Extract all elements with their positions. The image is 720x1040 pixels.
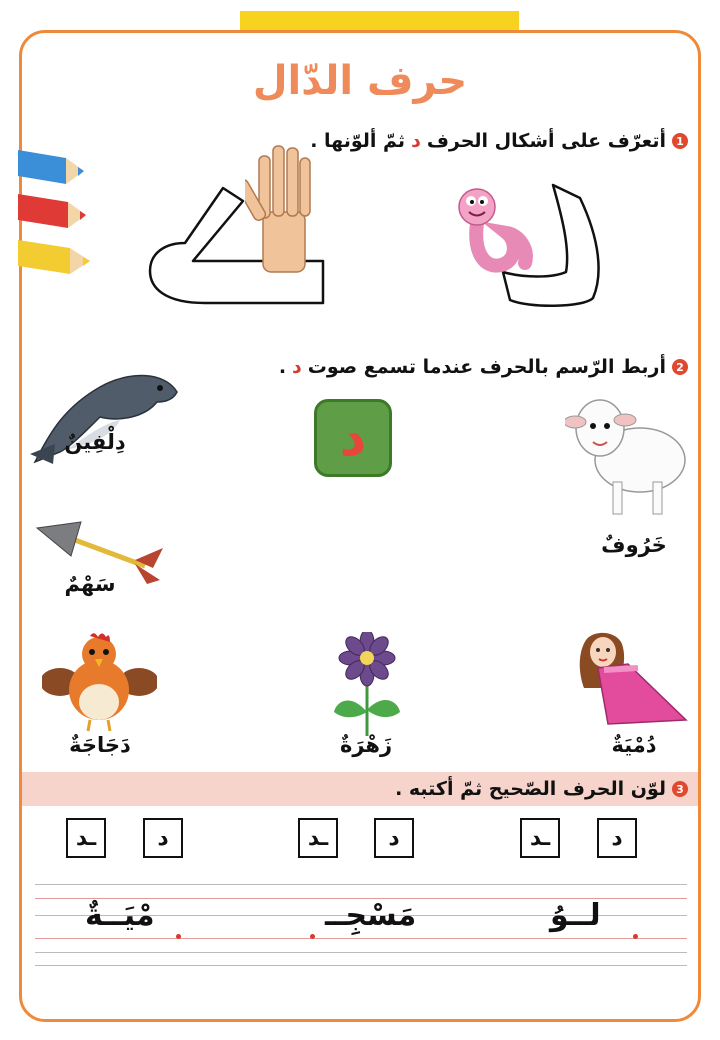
writing-line bbox=[35, 965, 687, 966]
label-dolphin: دِلْفِينٌ bbox=[64, 430, 126, 454]
page-title: حرف الدّال bbox=[252, 58, 468, 104]
hen-icon bbox=[42, 632, 157, 732]
label-sheep: خَرُوفٌ bbox=[601, 533, 667, 557]
sheep-icon bbox=[565, 390, 690, 520]
section2-letter: د bbox=[292, 356, 302, 378]
doll-icon bbox=[568, 628, 690, 726]
word-blank: مَسْجِــ bbox=[325, 898, 417, 933]
writing-line bbox=[35, 952, 687, 953]
label-hen: دَجَاجَةٌ bbox=[69, 733, 131, 757]
letter-choice-connected[interactable]: ـد bbox=[298, 818, 338, 858]
blank-dot bbox=[176, 934, 181, 939]
section1-number: 1 bbox=[672, 133, 688, 149]
letter-choice-connected[interactable]: ـد bbox=[66, 818, 106, 858]
section2-text-after: . bbox=[278, 356, 287, 378]
letter-choice-connected[interactable]: ـد bbox=[520, 818, 560, 858]
top-yellow-bar bbox=[240, 11, 519, 31]
center-letter-box: د bbox=[314, 399, 392, 477]
section3-text: لوّن الحرف الصّحيح ثمّ أكتبه . bbox=[395, 778, 666, 800]
writing-line bbox=[35, 884, 687, 885]
label-arrow: سَهْمٌ bbox=[64, 572, 116, 596]
letter-choice-isolated[interactable]: د bbox=[143, 818, 183, 858]
writing-line bbox=[35, 938, 687, 939]
blank-dot bbox=[310, 934, 315, 939]
letter-choice-isolated[interactable]: د bbox=[374, 818, 414, 858]
flower-icon bbox=[332, 632, 402, 737]
section2-text-before: أربط الرّسم بالحرف عندما تسمع صوت bbox=[307, 356, 666, 378]
word-blank: لــوُ bbox=[550, 898, 601, 933]
label-doll: دُمْيَةٌ bbox=[611, 733, 657, 757]
hand-icon bbox=[245, 142, 323, 274]
section2-number: 2 bbox=[672, 359, 688, 375]
worm-icon bbox=[455, 183, 535, 275]
section1-text-before: أتعرّف على أشكال الحرف bbox=[426, 130, 666, 152]
section2-instruction bbox=[279, 356, 688, 378]
pencils-icon bbox=[18, 148, 93, 283]
word-blank: مْيَــةٌ bbox=[85, 898, 155, 933]
section1-text-after: ثمّ ألوّنها . bbox=[310, 130, 406, 152]
letter-choice-isolated[interactable]: د bbox=[597, 818, 637, 858]
section3-instruction bbox=[395, 778, 688, 800]
section3-number: 3 bbox=[672, 781, 688, 797]
label-flower: زَهْرَةٌ bbox=[339, 733, 393, 757]
blank-dot bbox=[633, 934, 638, 939]
section1-letter: د bbox=[411, 130, 421, 152]
section1-instruction bbox=[310, 130, 688, 152]
